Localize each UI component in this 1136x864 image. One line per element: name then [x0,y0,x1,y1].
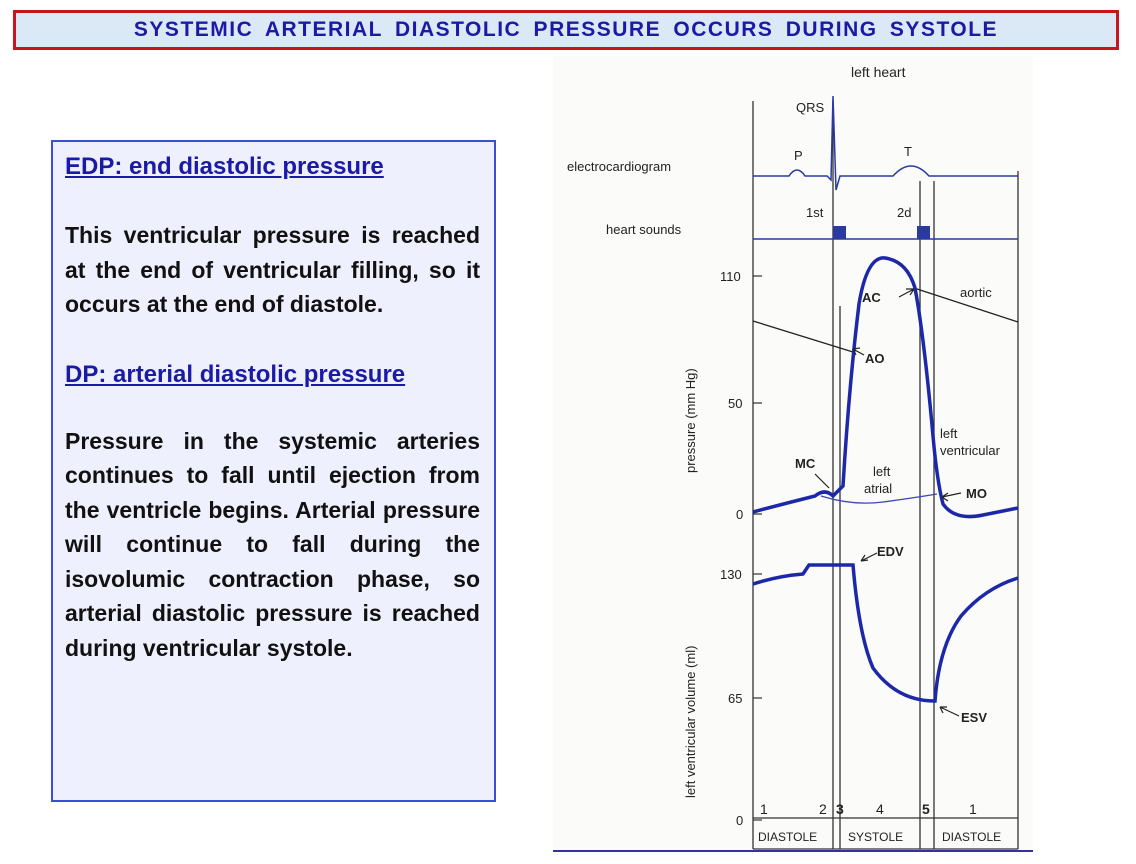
edv-label: EDV [877,544,904,559]
left-atrial-label-2: atrial [864,481,893,496]
esv-label: ESV [961,710,988,725]
phase-3-label: 3 [836,801,844,817]
v-0-label: 0 [736,813,744,828]
t-wave-label: T [904,144,912,159]
left-ventricular-label-1: left [940,426,958,441]
phase-5-label: 5 [922,801,930,817]
p-0-label: 0 [736,507,744,522]
dp-heading: DP: arterial diastolic pressure [65,360,406,388]
phase-4-label: 4 [876,801,884,817]
first-sound-label: 1st [806,205,824,220]
phase-1-label: 1 [760,801,768,817]
figure-header: left heart [851,64,906,80]
heart-sounds-label: heart sounds [606,222,682,237]
p-110-label: 110 [720,269,741,284]
diastole-label-right: DIASTOLE [942,830,1002,844]
second-sound-label: 2d [897,205,912,220]
mo-label: MO [966,486,987,501]
wiggers-diagram [553,56,1033,856]
diastole-label-left: DIASTOLE [758,830,818,844]
ecg-label: electrocardiogram [567,159,672,174]
edp-heading: EDP: end diastolic pressure [65,153,384,180]
pressure-axis-label: pressure (mm Hg) [683,368,698,473]
volume-axis-label: left ventricular volume (ml) [683,645,698,798]
mc-label: MC [795,456,816,471]
systole-label: SYSTOLE [848,830,904,844]
aortic-label: aortic [960,285,992,300]
phase-2-label: 2 [819,801,827,817]
v-65-label: 65 [728,691,743,706]
qrs-label: QRS [796,100,825,115]
p-wave-label: P [794,148,803,163]
first-sound-mark [833,226,846,239]
left-atrial-label-1: left [873,464,891,479]
ao-label: AO [865,351,885,366]
edp-description: This ventricular pressure is reached at the end of ventricular filling, so it occurs at the end of diastole. [65,222,480,317]
slide-title: SYSTEMIC ARTERIAL DIASTOLIC PRESSURE OCCURS DURING SYSTOLE [133,18,999,41]
second-sound-mark [917,226,930,239]
phase-1b-label: 1 [969,801,977,817]
title-banner [13,10,1119,50]
v-130-label: 130 [720,567,742,582]
left-ventricular-label-2: ventricular [940,443,1000,458]
explanation-panel [51,140,496,802]
dp-description: Pressure in the systemic arteries continues to fall until ejection from the ventricle begins. Arterial pressure will continue to fall during the isovolumic contraction phase, so arterial diastolic pressure is reached during ventricular systole. [65,427,480,661]
ac-label: AC [862,290,881,305]
p-50-label: 50 [728,396,743,411]
